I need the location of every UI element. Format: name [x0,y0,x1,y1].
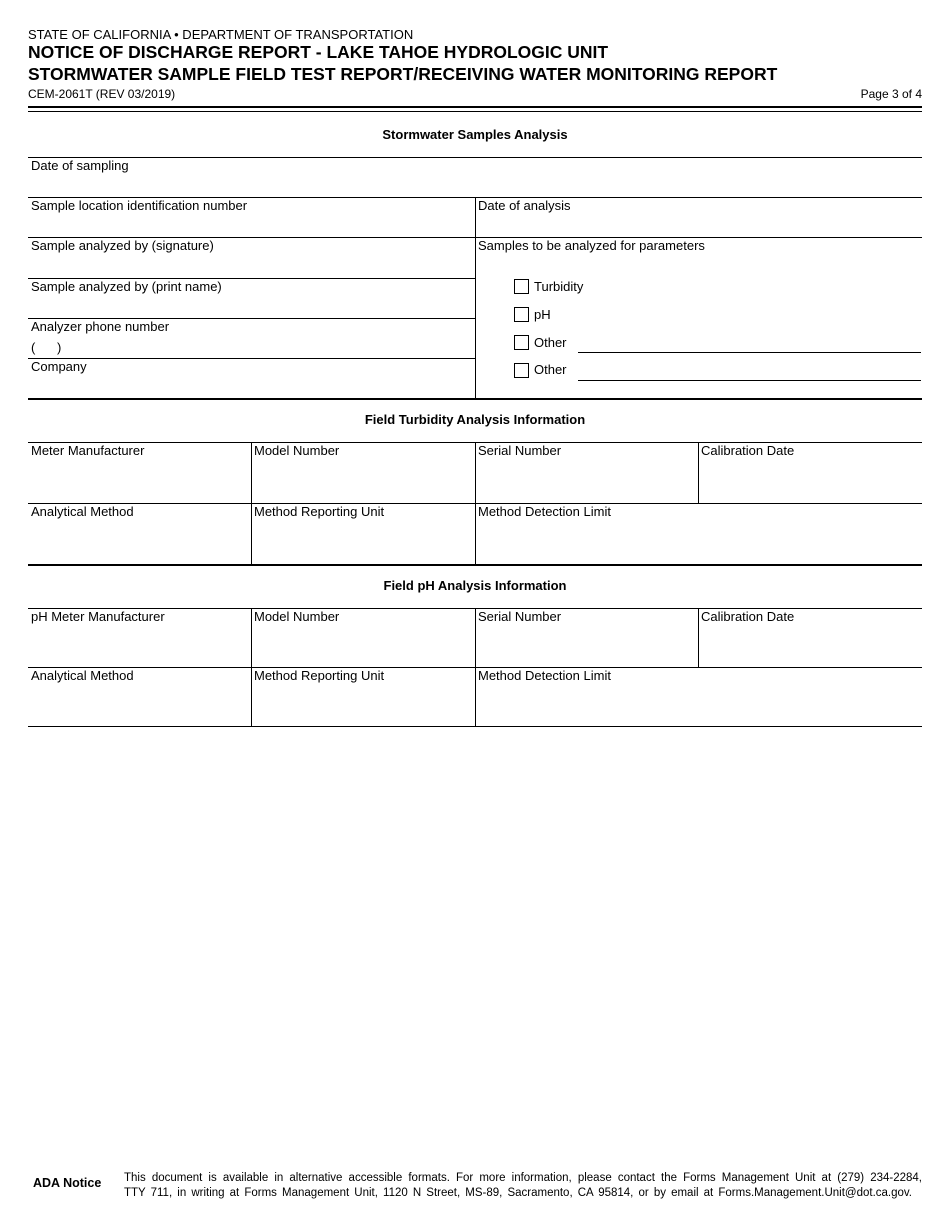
turbidity-method-detection-limit-input[interactable] [476,542,921,562]
header-rule-top [28,106,922,108]
turbidity-meter-manufacturer-input[interactable] [28,481,250,501]
company-input[interactable] [28,376,474,396]
turbidity-analytical-method-field[interactable] [28,521,250,564]
turbidity-serial-number-input[interactable] [476,481,697,501]
company-label: Company [31,359,87,374]
turbidity-analytical-method-label: Analytical Method [31,504,134,519]
other-2-field[interactable] [578,362,921,380]
turbidity-method-reporting-unit-input[interactable] [252,542,474,562]
turbidity-model-number-input[interactable] [252,481,474,501]
ph-analytical-method-label: Analytical Method [31,668,134,683]
sample-location-id-field[interactable] [28,214,474,237]
turbidity-section-title: Field Turbidity Analysis Information [364,412,586,427]
turbidity-calibration-date-label: Calibration Date [701,443,795,458]
analyzed-by-signature-label: Sample analyzed by (signature) [31,238,214,253]
ph-method-detection-limit-label: Method Detection Limit [478,668,611,683]
turbidity-calibration-date-input[interactable] [699,481,921,501]
ph-serial-number-input[interactable] [476,645,697,665]
rule [28,667,922,668]
phone-area-code-parens: ( ) [31,340,62,355]
date-of-sampling-input[interactable] [28,175,922,195]
turbidity-serial-number-field[interactable] [476,460,697,503]
sample-location-id-label: Sample location identification number [31,198,248,213]
date-of-analysis-input[interactable] [476,215,922,235]
turbidity-calibration-date-field[interactable] [699,460,921,503]
ph-method-detection-limit-input[interactable] [476,704,921,724]
other-2-input[interactable] [578,360,921,380]
ph-method-reporting-unit-label: Method Reporting Unit [254,668,385,683]
ph-model-number-label: Model Number [254,609,340,624]
analyzer-phone-label: Analyzer phone number [31,319,170,334]
ph-checkbox[interactable] [514,307,529,322]
ada-notice-line1: This document is available in alternative accessible formats. For more information, please contact the Forms Management Unit at (279) 234-2284, [124,1172,922,1184]
analyzed-by-print-input[interactable] [28,296,474,316]
analyzed-by-signature-field[interactable] [28,254,474,278]
form-title-line1: NOTICE OF DISCHARGE REPORT - LAKE TAHOE HYDROLOGIC UNIT [28,42,609,62]
ada-notice-line2: TTY 711, in writing at Forms Management Unit, 1120 N Street, MS-89, Sacramento, CA 95814, or by email at Forms.Management.Unit@dot.ca.gov. [124,1187,912,1199]
other-2-checkbox[interactable] [514,363,529,378]
rule [28,726,922,727]
date-of-analysis-field[interactable] [476,214,922,237]
ph-calibration-date-field[interactable] [699,626,921,667]
samples-parameters-label: Samples to be analyzed for parameters [478,238,705,253]
analyzer-phone-input[interactable] [70,336,474,356]
stormwater-section-title: Stormwater Samples Analysis [382,127,568,142]
section-rule [28,564,922,566]
turbidity-method-detection-limit-field[interactable] [476,521,921,564]
date-of-sampling-label: Date of sampling [31,158,129,173]
ph-analytical-method-field[interactable] [28,685,250,726]
ph-model-number-input[interactable] [252,645,474,665]
rule [28,358,475,359]
form-title-line2: STORMWATER SAMPLE FIELD TEST REPORT/RECEIVING WATER MONITORING REPORT [28,64,778,84]
turbidity-model-number-field[interactable] [252,460,474,503]
form-number: CEM-2061T (REV 03/2019) [28,87,176,101]
other-2-underline [578,380,921,381]
ph-meter-manufacturer-input[interactable] [28,645,250,665]
turbidity-meter-manufacturer-field[interactable] [28,460,250,503]
other-1-checkbox-label: Other [534,335,567,350]
analyzed-by-signature-input[interactable] [28,256,474,276]
other-1-field[interactable] [578,334,921,352]
turbidity-meter-manufacturer-label: Meter Manufacturer [31,443,145,458]
turbidity-method-reporting-unit-field[interactable] [252,521,474,564]
analyzed-by-print-field[interactable] [28,295,474,318]
ph-analytical-method-input[interactable] [28,704,250,724]
section-rule [28,398,922,400]
ph-serial-number-field[interactable] [476,626,697,667]
other-2-checkbox-label: Other [534,362,567,377]
ph-calibration-date-label: Calibration Date [701,609,795,624]
date-of-sampling-field[interactable] [28,174,922,197]
ph-meter-manufacturer-field[interactable] [28,626,250,667]
company-field[interactable] [28,375,474,398]
ph-meter-manufacturer-label: pH Meter Manufacturer [31,609,165,624]
date-of-analysis-label: Date of analysis [478,198,571,213]
ada-notice-label: ADA Notice [33,1176,102,1190]
turbidity-serial-number-label: Serial Number [478,443,562,458]
other-1-underline [578,352,921,353]
rule [28,503,922,504]
other-1-input[interactable] [578,332,921,352]
ph-method-detection-limit-field[interactable] [476,685,921,726]
agency-line: STATE OF CALIFORNIA • DEPARTMENT OF TRANSPORTATION [28,27,414,42]
header-rule-bottom [28,111,922,112]
turbidity-checkbox[interactable] [514,279,529,294]
analyzer-phone-field[interactable] [70,336,474,358]
ph-method-reporting-unit-field[interactable] [252,685,474,726]
turbidity-method-reporting-unit-label: Method Reporting Unit [254,504,385,519]
analyzed-by-print-label: Sample analyzed by (print name) [31,279,222,294]
rule [28,157,922,158]
sample-location-id-input[interactable] [28,215,474,235]
ph-section-title: Field pH Analysis Information [383,578,567,593]
page-number: Page 3 of 4 [860,87,922,101]
turbidity-method-detection-limit-label: Method Detection Limit [478,504,611,519]
turbidity-model-number-label: Model Number [254,443,340,458]
turbidity-checkbox-label: Turbidity [534,279,584,294]
ph-calibration-date-input[interactable] [699,645,921,665]
ph-model-number-field[interactable] [252,626,474,667]
ph-checkbox-label: pH [534,307,551,322]
other-1-checkbox[interactable] [514,335,529,350]
turbidity-analytical-method-input[interactable] [28,542,250,562]
ph-method-reporting-unit-input[interactable] [252,704,474,724]
ph-serial-number-label: Serial Number [478,609,562,624]
